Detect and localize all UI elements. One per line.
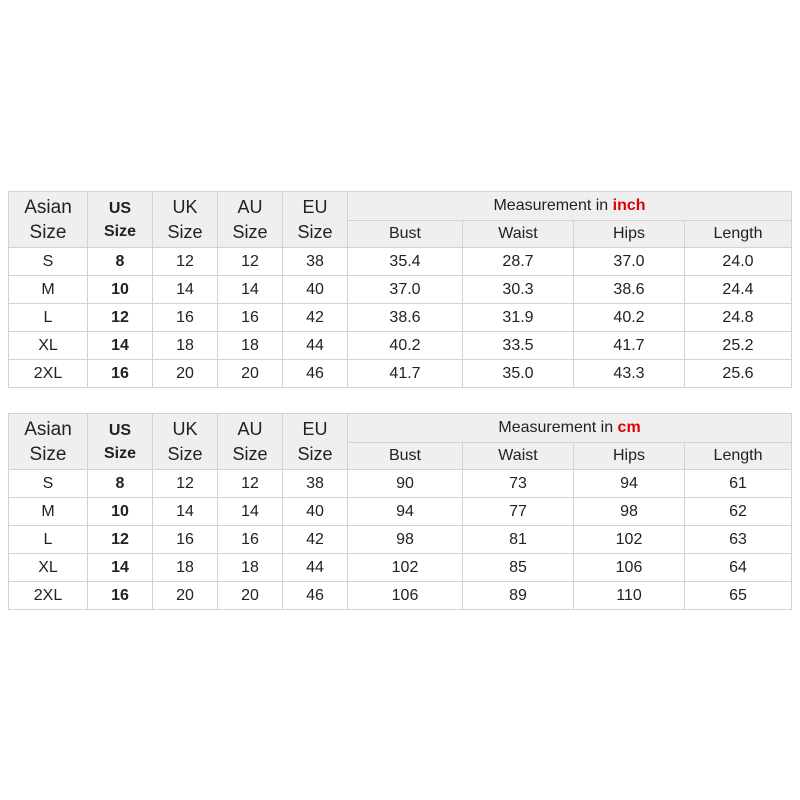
asian-size-cell: L: [9, 304, 88, 332]
bust-cell: 38.6: [348, 304, 463, 332]
eu-size-cell: 38: [283, 470, 348, 498]
asian-size-header: Asian Size: [9, 414, 88, 470]
waist-cell: 30.3: [463, 276, 574, 304]
waist-cell: 35.0: [463, 360, 574, 388]
hips-cell: 94: [574, 470, 685, 498]
table-row: [9, 332, 792, 360]
length-header: Length: [685, 443, 792, 470]
waist-header: Waist: [463, 221, 574, 248]
length-cell: 25.2: [685, 332, 792, 360]
bust-cell: 40.2: [348, 332, 463, 360]
waist-cell: 85: [463, 554, 574, 582]
uk-size-cell: 14: [153, 498, 218, 526]
waist-cell: 89: [463, 582, 574, 610]
hips-cell: 106: [574, 554, 685, 582]
hips-header: Hips: [574, 221, 685, 248]
asian-size-cell: XL: [9, 554, 88, 582]
eu-size-cell: 40: [283, 276, 348, 304]
measurement-title: Measurement in cm: [348, 414, 792, 443]
hips-cell: 102: [574, 526, 685, 554]
au-size-cell: 18: [218, 332, 283, 360]
length-cell: 65: [685, 582, 792, 610]
hips-cell: 37.0: [574, 248, 685, 276]
bust-cell: 37.0: [348, 276, 463, 304]
hips-cell: 110: [574, 582, 685, 610]
eu-size-header: EU Size: [283, 414, 348, 470]
uk-size-cell: 18: [153, 554, 218, 582]
eu-size-cell: 46: [283, 582, 348, 610]
hips-cell: 41.7: [574, 332, 685, 360]
bust-cell: 90: [348, 470, 463, 498]
unit-label: cm: [617, 419, 641, 436]
uk-size-cell: 16: [153, 526, 218, 554]
asian-size-cell: S: [9, 470, 88, 498]
hips-cell: 43.3: [574, 360, 685, 388]
eu-size-cell: 44: [283, 332, 348, 360]
length-cell: 64: [685, 554, 792, 582]
us-size-cell: 14: [88, 554, 153, 582]
eu-size-cell: 46: [283, 360, 348, 388]
uk-size-cell: 20: [153, 360, 218, 388]
waist-cell: 28.7: [463, 248, 574, 276]
asian-size-cell: S: [9, 248, 88, 276]
au-size-cell: 20: [218, 582, 283, 610]
asian-size-cell: XL: [9, 332, 88, 360]
uk-size-cell: 12: [153, 248, 218, 276]
unit-label: inch: [612, 197, 646, 214]
us-size-cell: 8: [88, 248, 153, 276]
eu-size-cell: 42: [283, 526, 348, 554]
size-chart-cm: [8, 413, 792, 610]
us-size-cell: 10: [88, 498, 153, 526]
au-size-cell: 14: [218, 276, 283, 304]
waist-cell: 81: [463, 526, 574, 554]
header-row: [9, 192, 792, 221]
asian-size-cell: M: [9, 276, 88, 304]
asian-size-cell: 2XL: [9, 582, 88, 610]
measurement-title: Measurement in inch: [348, 192, 792, 221]
us-size-header: US Size: [88, 414, 153, 470]
us-size-cell: 16: [88, 582, 153, 610]
waist-cell: 77: [463, 498, 574, 526]
uk-size-cell: 12: [153, 470, 218, 498]
eu-size-cell: 42: [283, 304, 348, 332]
eu-size-cell: 40: [283, 498, 348, 526]
hips-cell: 38.6: [574, 276, 685, 304]
us-size-cell: 12: [88, 304, 153, 332]
waist-cell: 73: [463, 470, 574, 498]
hips-cell: 98: [574, 498, 685, 526]
length-cell: 61: [685, 470, 792, 498]
asian-size-cell: 2XL: [9, 360, 88, 388]
au-size-cell: 18: [218, 554, 283, 582]
eu-size-header: EU Size: [283, 192, 348, 248]
asian-size-header: Asian Size: [9, 192, 88, 248]
table-row: [9, 470, 792, 498]
eu-size-cell: 44: [283, 554, 348, 582]
us-size-cell: 16: [88, 360, 153, 388]
au-size-cell: 12: [218, 470, 283, 498]
us-size-header: US Size: [88, 192, 153, 248]
table-row: [9, 498, 792, 526]
table-row: [9, 554, 792, 582]
bust-header: Bust: [348, 221, 463, 248]
length-header: Length: [685, 221, 792, 248]
bust-header: Bust: [348, 443, 463, 470]
au-size-header: AU Size: [218, 192, 283, 248]
au-size-cell: 16: [218, 526, 283, 554]
us-size-cell: 10: [88, 276, 153, 304]
eu-size-cell: 38: [283, 248, 348, 276]
au-size-cell: 16: [218, 304, 283, 332]
table-row: [9, 360, 792, 388]
bust-cell: 102: [348, 554, 463, 582]
asian-size-cell: M: [9, 498, 88, 526]
size-chart-inch: [8, 191, 792, 388]
us-size-cell: 14: [88, 332, 153, 360]
au-size-cell: 14: [218, 498, 283, 526]
uk-size-header: UK Size: [153, 192, 218, 248]
uk-size-cell: 16: [153, 304, 218, 332]
uk-size-cell: 18: [153, 332, 218, 360]
bust-cell: 98: [348, 526, 463, 554]
hips-cell: 40.2: [574, 304, 685, 332]
au-size-cell: 12: [218, 248, 283, 276]
table-row: [9, 248, 792, 276]
length-cell: 24.0: [685, 248, 792, 276]
us-size-cell: 8: [88, 470, 153, 498]
length-cell: 62: [685, 498, 792, 526]
length-cell: 24.8: [685, 304, 792, 332]
bust-cell: 106: [348, 582, 463, 610]
hips-header: Hips: [574, 443, 685, 470]
waist-header: Waist: [463, 443, 574, 470]
waist-cell: 31.9: [463, 304, 574, 332]
us-size-cell: 12: [88, 526, 153, 554]
table-row: [9, 276, 792, 304]
length-cell: 63: [685, 526, 792, 554]
header-row: [9, 414, 792, 443]
asian-size-cell: L: [9, 526, 88, 554]
table-row: [9, 582, 792, 610]
au-size-header: AU Size: [218, 414, 283, 470]
bust-cell: 35.4: [348, 248, 463, 276]
length-cell: 25.6: [685, 360, 792, 388]
waist-cell: 33.5: [463, 332, 574, 360]
table-row: [9, 526, 792, 554]
bust-cell: 94: [348, 498, 463, 526]
length-cell: 24.4: [685, 276, 792, 304]
bust-cell: 41.7: [348, 360, 463, 388]
uk-size-header: UK Size: [153, 414, 218, 470]
uk-size-cell: 14: [153, 276, 218, 304]
uk-size-cell: 20: [153, 582, 218, 610]
table-row: [9, 304, 792, 332]
au-size-cell: 20: [218, 360, 283, 388]
